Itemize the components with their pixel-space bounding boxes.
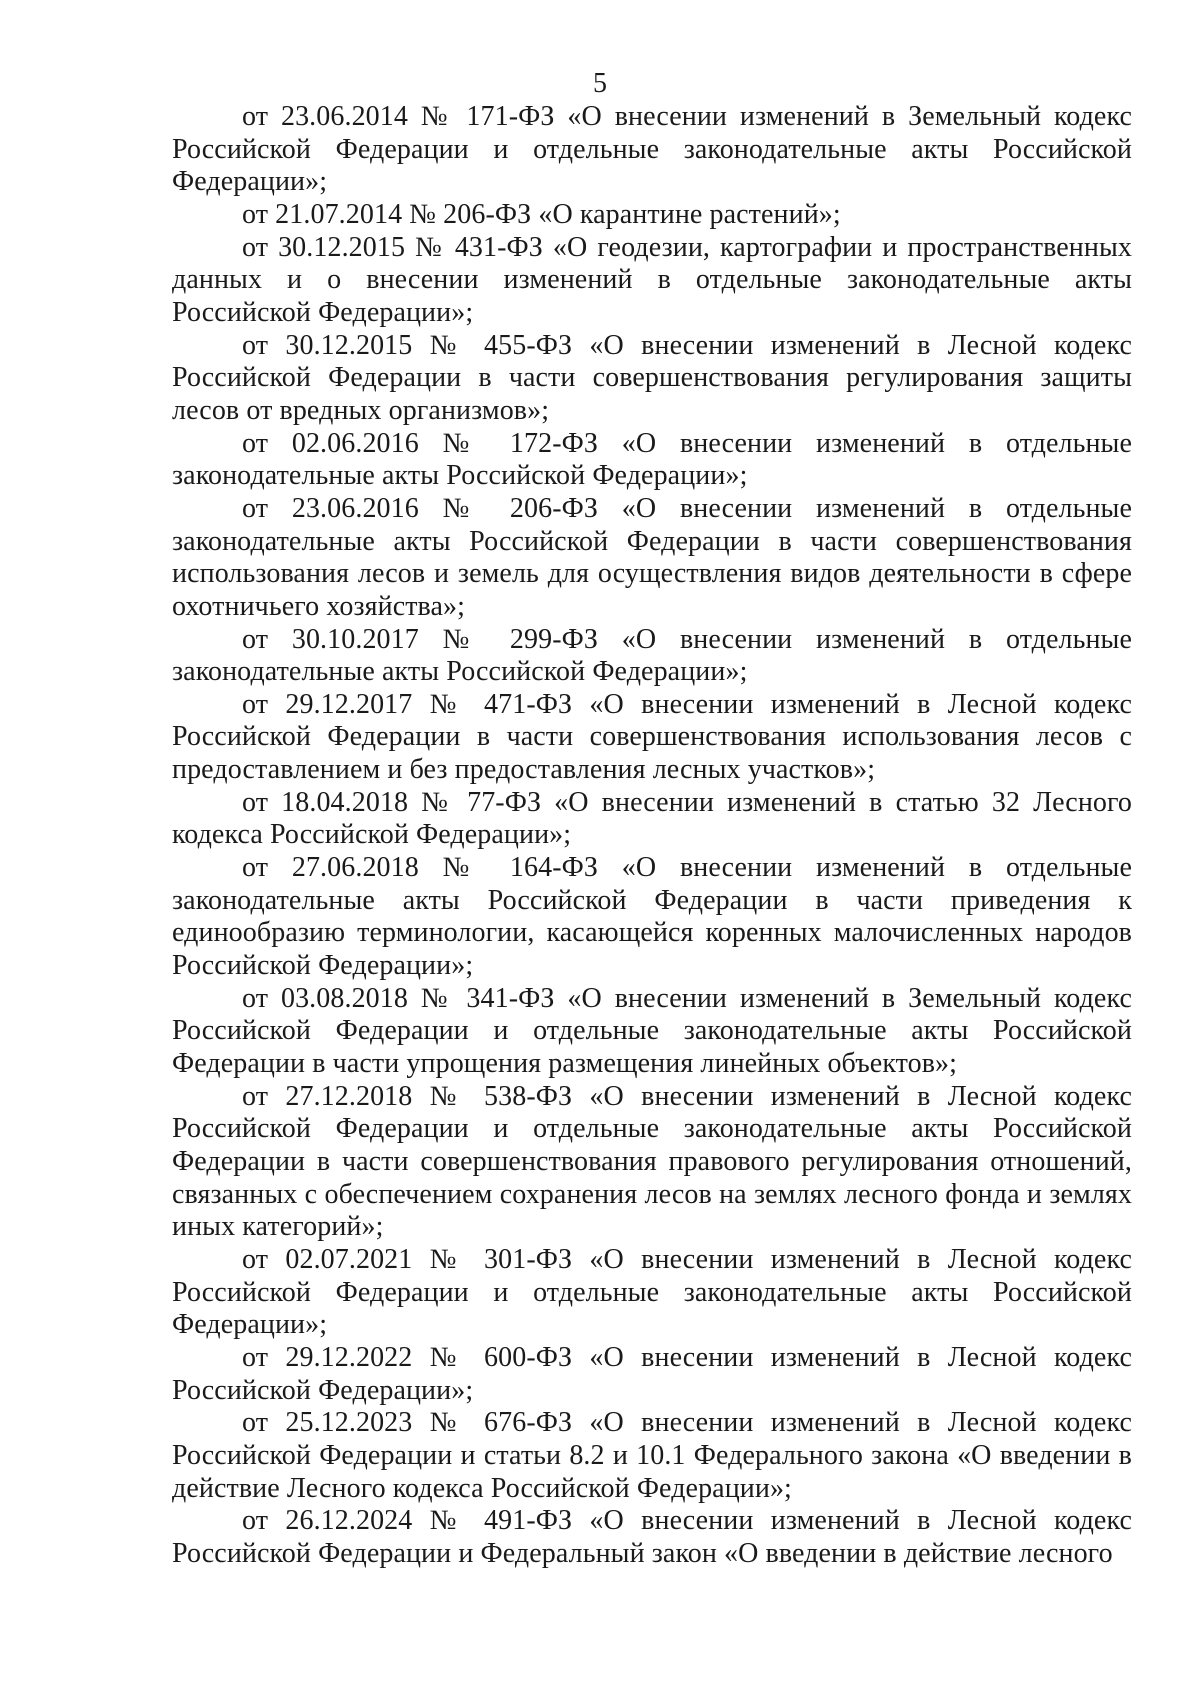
law-reference-paragraph: от 03.08.2018 № 341-ФЗ «О внесении изменений в Земельный кодекс Российской Федерации и отдельные законодательные акты Российской Федерации в части упрощения размещения линейных объектов»; bbox=[172, 982, 1132, 1080]
law-reference-paragraph: от 25.12.2023 № 676-ФЗ «О внесении изменений в Лесной кодекс Российской Федерации и статьи 8.2 и 10.1 Федерального закона «О введении в действие Лесного кодекса Российской Федерации»; bbox=[172, 1407, 1132, 1504]
law-reference-paragraph: от 29.12.2017 № 471-ФЗ «О внесении изменений в Лесной кодекс Российской Федерации в части совершенствования использования лесов с предоставлением и без предоставления лесных участков»; bbox=[172, 688, 1132, 786]
law-reference-paragraph: от 30.12.2015 № 455-ФЗ «О внесении изменений в Лесной кодекс Российской Федерации в части совершенствования регулирования защиты лесов от вредных организмов»; bbox=[172, 329, 1132, 426]
law-reference-paragraph: от 21.07.2014 № 206-ФЗ «О карантине растений»; bbox=[242, 198, 841, 230]
document-body bbox=[172, 101, 1132, 1571]
law-reference-paragraph: от 02.06.2016 № 172-ФЗ «О внесении изменений в отдельные законодательные акты Российской Федерации»; bbox=[172, 427, 1132, 492]
law-reference-paragraph: от 26.12.2024 № 491-ФЗ «О внесении изменений в Лесной кодекс Российской Федерации и Федеральный закон «О введении в действие лесного bbox=[172, 1505, 1132, 1569]
law-reference-paragraph: от 18.04.2018 № 77-ФЗ «О внесении изменений в статью 32 Лесного кодекса Российской Федерации»; bbox=[172, 786, 1132, 851]
law-reference-paragraph: от 23.06.2014 № 171-ФЗ «О внесении изменений в Земельный кодекс Российской Федерации и отдельные законодательные акты Российской Федерации»; bbox=[172, 101, 1132, 198]
law-reference-paragraph: от 29.12.2022 № 600-ФЗ «О внесении изменений в Лесной кодекс Российской Федерации»; bbox=[172, 1341, 1132, 1406]
law-reference-paragraph: от 30.10.2017 № 299-ФЗ «О внесении изменений в отдельные законодательные акты Российской Федерации»; bbox=[172, 623, 1132, 688]
law-reference-paragraph: от 30.12.2015 № 431-ФЗ «О геодезии, картографии и пространственных данных и о внесении изменений в отдельные законодательные акты Российской Федерации»; bbox=[172, 231, 1132, 328]
law-reference-paragraph: от 23.06.2016 № 206-ФЗ «О внесении изменений в отдельные законодательные акты Российской Федерации в части совершенствования использования лесов и земель для осуществления видов деятельности в сфере охотничьего хозяйства»; bbox=[172, 492, 1132, 622]
page-number: 5 bbox=[593, 68, 607, 99]
law-reference-paragraph: от 27.06.2018 № 164-ФЗ «О внесении изменений в отдельные законодательные акты Российской Федерации в части приведения к единообразию терминологии, касающейся коренных малочисленных народов Российской Федерации»; bbox=[172, 852, 1132, 982]
law-reference-paragraph: от 27.12.2018 № 538-ФЗ «О внесении изменений в Лесной кодекс Российской Федерации и отдельные законодательные акты Российской Федерации в части совершенствования правового регулирования отношений, связанных с обеспечением сохранения лесов на землях лесного фонда и землях иных категорий»; bbox=[172, 1080, 1132, 1243]
law-reference-paragraph: от 02.07.2021 № 301-ФЗ «О внесении изменений в Лесной кодекс Российской Федерации и отдельные законодательные акты Российской Федерации»; bbox=[172, 1243, 1132, 1341]
